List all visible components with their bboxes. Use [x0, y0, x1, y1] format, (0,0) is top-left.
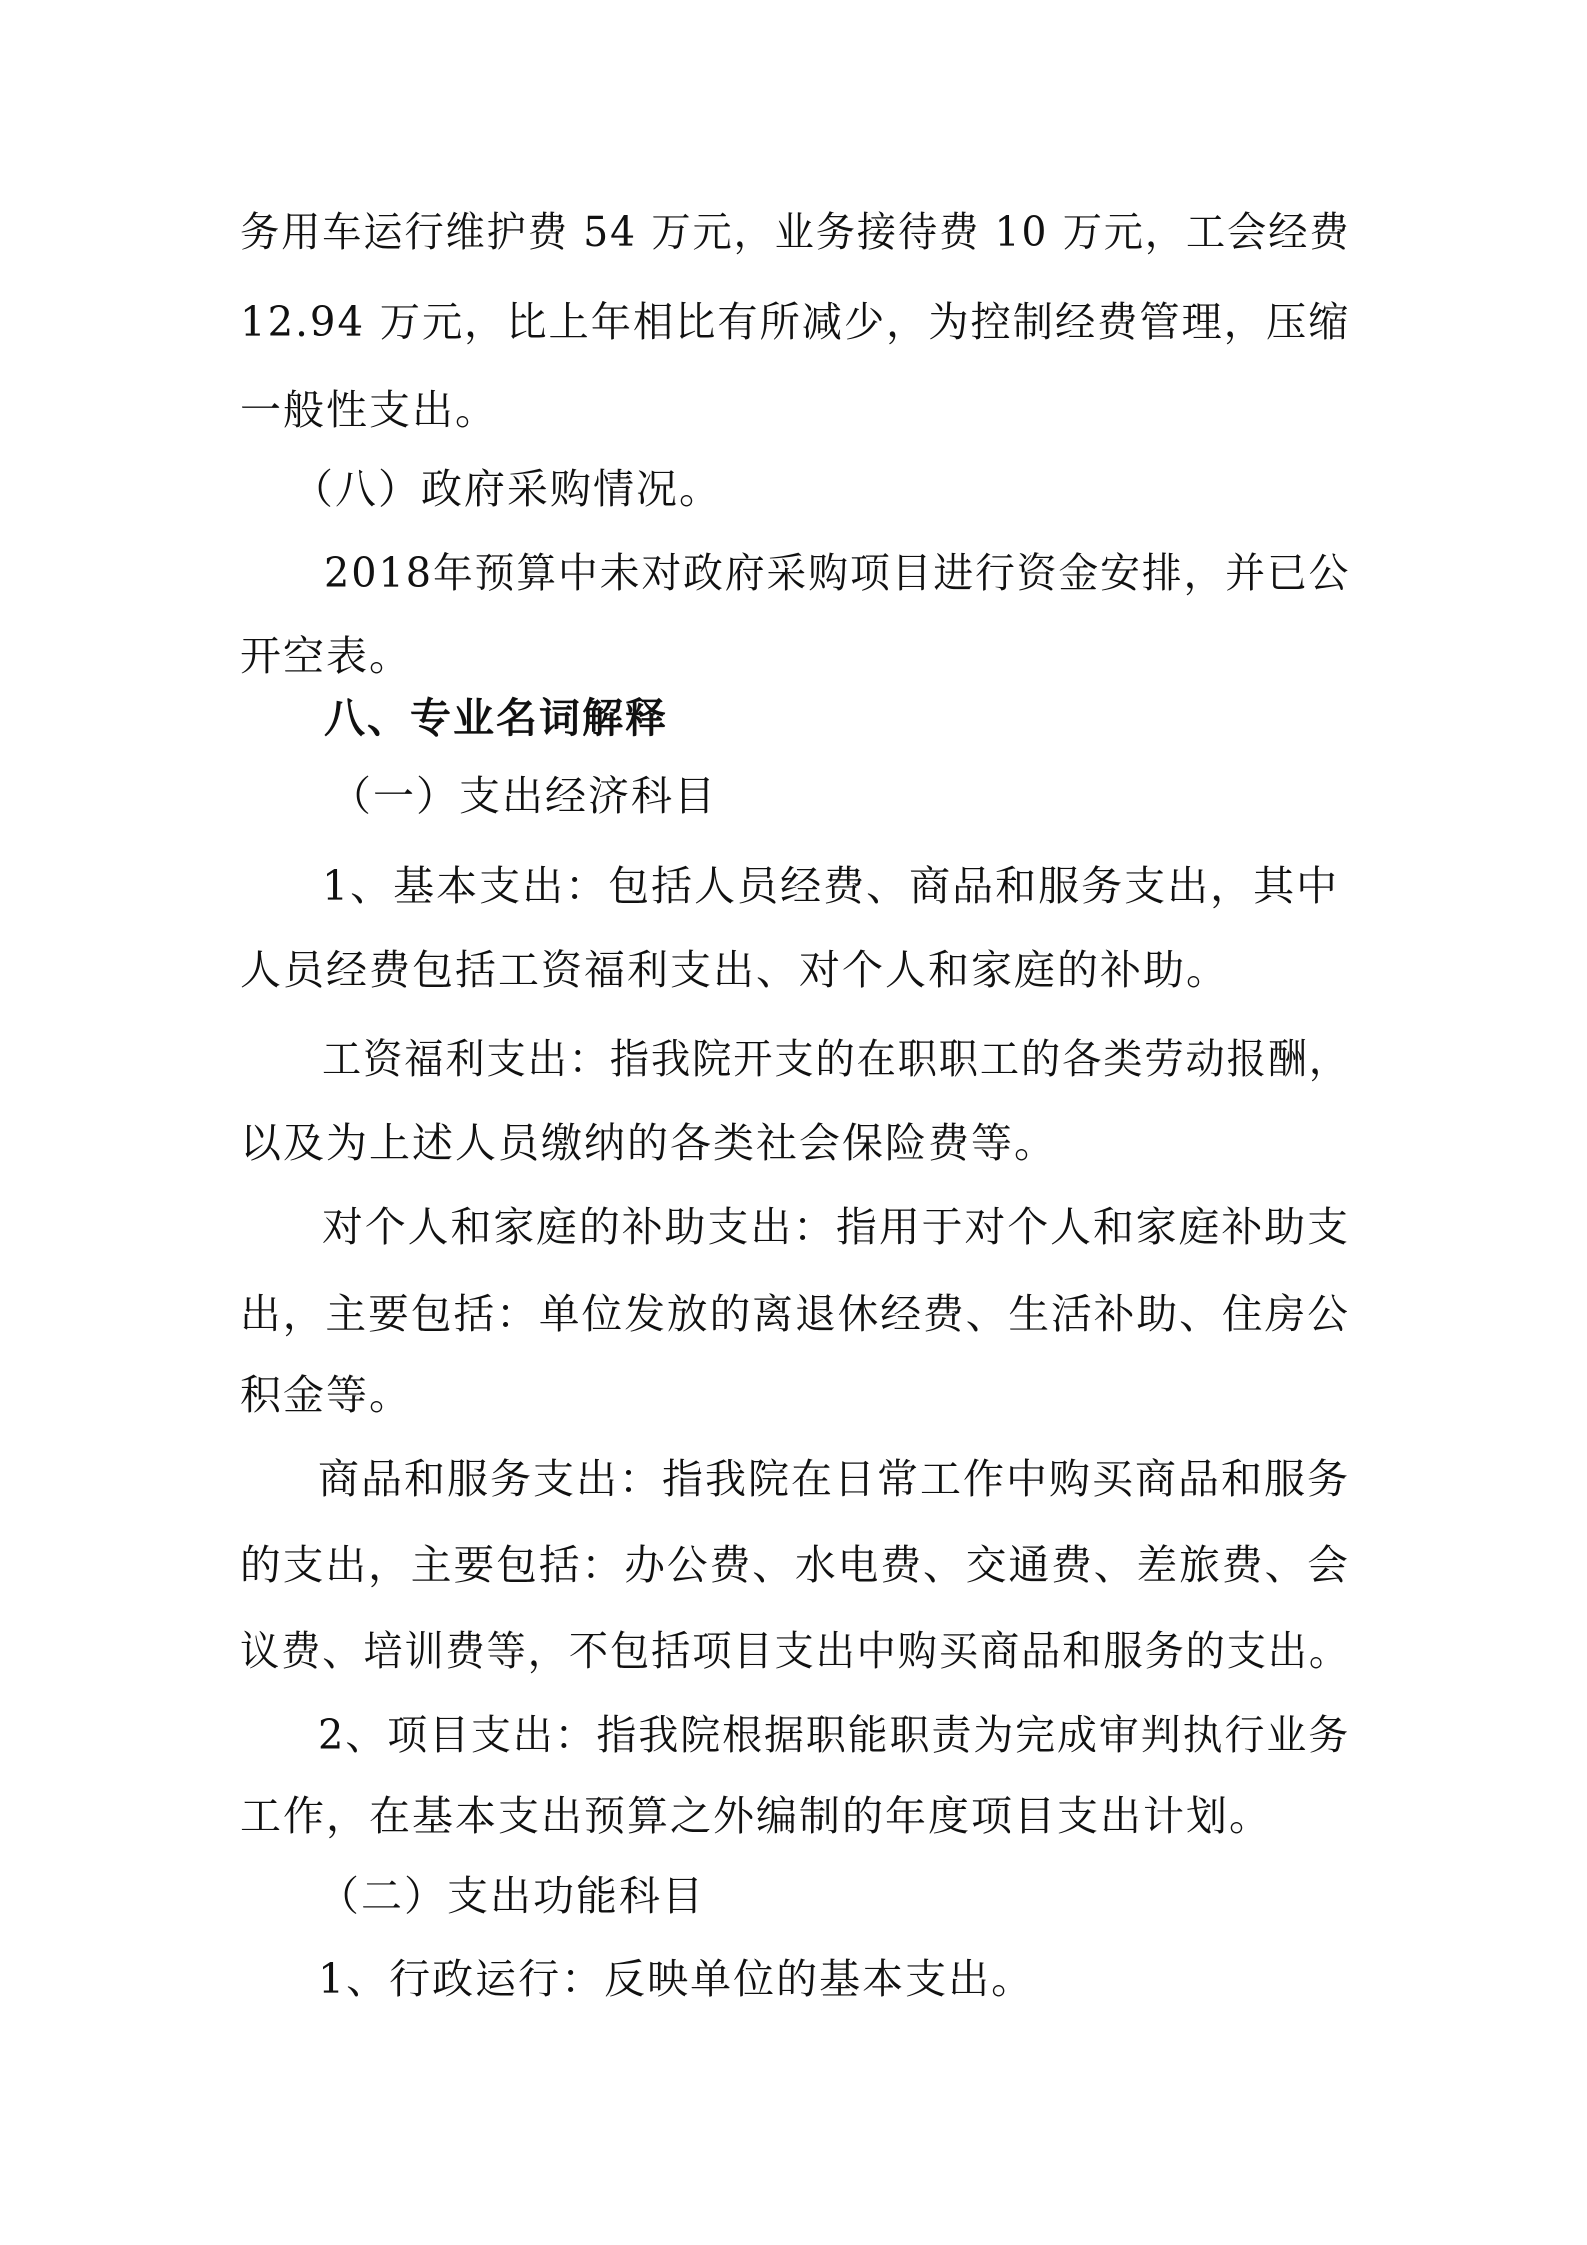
- body-text-line: 开空表。: [240, 632, 412, 680]
- section-subheading: （一）支出经济科目: [330, 772, 717, 820]
- section-heading: 八、专业名词解释: [324, 694, 668, 742]
- body-text-line: 议费、培训费等，不包括项目支出中购买商品和服务的支出。: [240, 1627, 1351, 1675]
- body-text-line: 以及为上述人员缴纳的各类社会保险费等。: [240, 1119, 1057, 1167]
- body-text-line: 务用车运行维护费 54 万元，业务接待费 10 万元，工会经费: [240, 208, 1351, 256]
- body-text-line: 商品和服务支出：指我院在日常工作中购买商品和服务: [318, 1455, 1350, 1503]
- body-text-line: 12.94 万元，比上年相比有所减少，为控制经费管理，压缩: [240, 298, 1351, 346]
- body-text-line: 对个人和家庭的补助支出：指用于对个人和家庭补助支: [322, 1203, 1350, 1251]
- section-subheading: （八）政府采购情况。: [292, 465, 722, 513]
- body-text-line: 积金等。: [240, 1371, 412, 1419]
- body-text-line: 工作，在基本支出预算之外编制的年度项目支出计划。: [240, 1792, 1272, 1840]
- body-text-line: 一般性支出。: [240, 386, 498, 434]
- body-text-line: 2、项目支出：指我院根据职能职责为完成审判执行业务: [318, 1711, 1351, 1759]
- body-text-line: 2018年预算中未对政府采购项目进行资金安排，并已公: [324, 549, 1351, 597]
- body-text-line: 工资福利支出：指我院开支的在职职工的各类劳动报酬，: [322, 1035, 1351, 1083]
- body-text-line: 出，主要包括：单位发放的离退休经费、生活补助、住房公: [240, 1290, 1350, 1338]
- body-text-line: 1、基本支出：包括人员经费、商品和服务支出，其中: [322, 862, 1340, 910]
- section-subheading: （二）支出功能科目: [318, 1872, 705, 1920]
- body-text-line: 1、行政运行：反映单位的基本支出。: [318, 1955, 1035, 2003]
- body-text-line: 人员经费包括工资福利支出、对个人和家庭的补助。: [240, 946, 1229, 994]
- body-text-line: 的支出，主要包括：办公费、水电费、交通费、差旅费、会: [240, 1541, 1350, 1589]
